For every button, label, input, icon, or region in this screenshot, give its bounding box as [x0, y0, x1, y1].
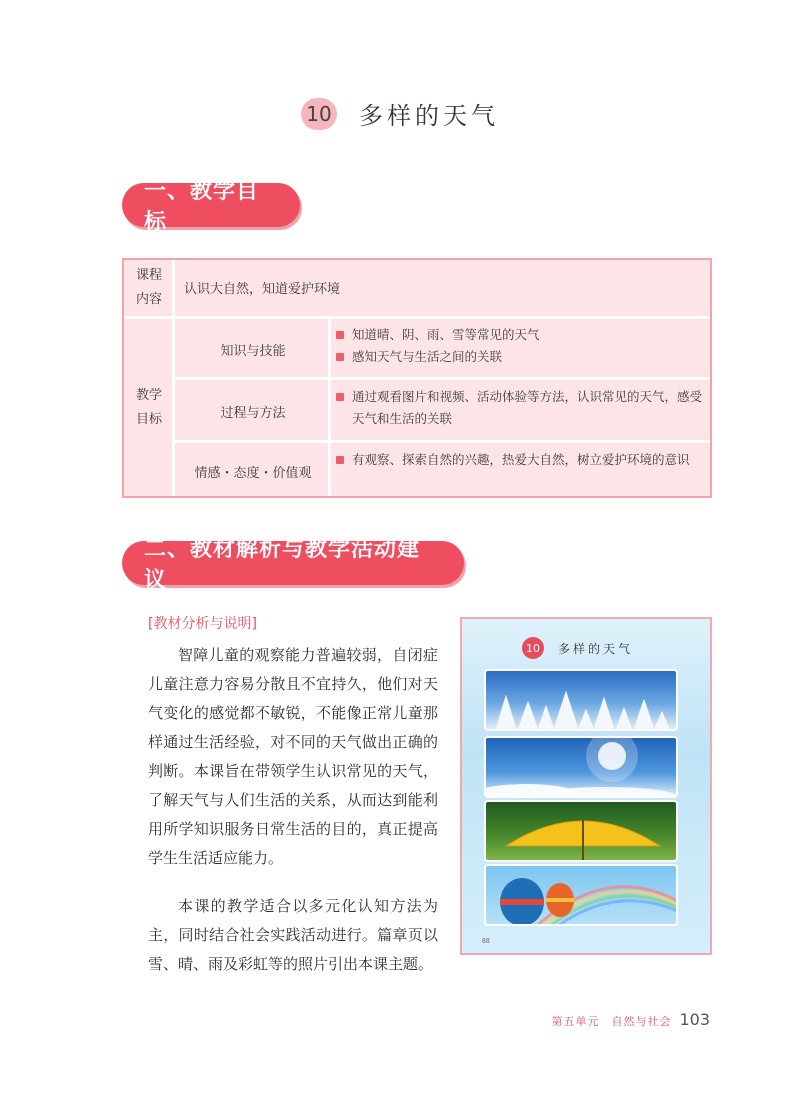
- analysis-paragraph-1: 智障儿童的观察能力普遍较弱，自闭症儿童注意力容易分散且不宜持久，他们对天气变化的感觉都不敏锐，不能像正常儿童那样通过生活经验，对不同的天气做出正确的判断。本课旨在带领学生认识常见的天气，了解天气与人们生活的关系，从而达到能利用所学知识服务日常生活的目的，真正提高学生生活适应能力。: [148, 646, 438, 867]
- section-heading-analysis: 二、教材解析与教学活动建议: [122, 541, 464, 585]
- bullet-marker: [336, 456, 344, 464]
- table-divider: [175, 440, 710, 443]
- goal-bullets-process: [336, 386, 706, 430]
- page-number: 103: [679, 1010, 710, 1029]
- list-item: [336, 324, 706, 346]
- bullet-marker: [336, 353, 344, 361]
- footer-unit-label: 第五单元 自然与社会: [551, 1015, 672, 1028]
- lesson-title-row: [0, 96, 800, 131]
- teaching-goals-label: 教学 目标: [135, 388, 162, 427]
- preview-title-row: [522, 637, 633, 659]
- goal-bullet-text: 知道晴、阴、雨、雪等常见的天气: [352, 327, 540, 342]
- page-footer: [551, 1010, 710, 1029]
- table-divider: [175, 377, 710, 380]
- goal-category-process: 过程与方法: [220, 406, 286, 421]
- goal-bullet-text: 有观察、探索自然的兴趣，热爱大自然，树立爱护环境的意识: [352, 452, 690, 467]
- snow-photo: [484, 669, 678, 731]
- bullet-marker: [336, 393, 344, 401]
- preview-lesson-title: 多样的天气: [558, 641, 634, 656]
- goal-bullets-knowledge: [336, 324, 706, 368]
- goal-bullet-text: 通过观看图片和视频、活动体验等方法，认识常见的天气，感受天气和生活的关联: [352, 389, 703, 426]
- rainbow-balloon-photo: [484, 864, 678, 926]
- preview-lesson-number: 10: [522, 637, 544, 659]
- bullet-marker: [336, 331, 344, 339]
- list-item: [336, 386, 706, 430]
- sunny-sky-photo: [484, 736, 678, 798]
- analysis-paragraph-2: 本课的教学适合以多元化认知方法为主，同时结合社会实践活动进行。篇章页以雪、晴、雨及彩虹等的照片引出本课主题。: [148, 897, 438, 973]
- course-content-label: 课程 内容: [135, 268, 162, 307]
- teaching-goals-table: [122, 258, 712, 498]
- section-heading-goals: 一、教学目标: [122, 183, 300, 227]
- goal-bullets-attitude: [336, 449, 706, 471]
- goal-bullet-text: 感知天气与生活之间的关联: [352, 349, 503, 364]
- preview-page-number: 88: [482, 938, 490, 945]
- course-content-text: 认识大自然，知道爱护环境: [184, 282, 341, 297]
- goal-category-knowledge: 知识与技能: [220, 344, 286, 359]
- table-divider: [124, 316, 710, 319]
- lesson-number-badge: 10: [301, 98, 337, 130]
- table-divider: [328, 319, 331, 496]
- umbrella-rain-photo: [484, 800, 678, 862]
- goal-category-attitude: 情感・态度・价值观: [194, 466, 312, 481]
- lesson-title: 多样的天气: [359, 102, 499, 130]
- list-item: [336, 346, 706, 368]
- analysis-subheading: [教材分析与说明]: [148, 616, 257, 632]
- textbook-page-preview: [460, 617, 712, 955]
- list-item: [336, 449, 706, 471]
